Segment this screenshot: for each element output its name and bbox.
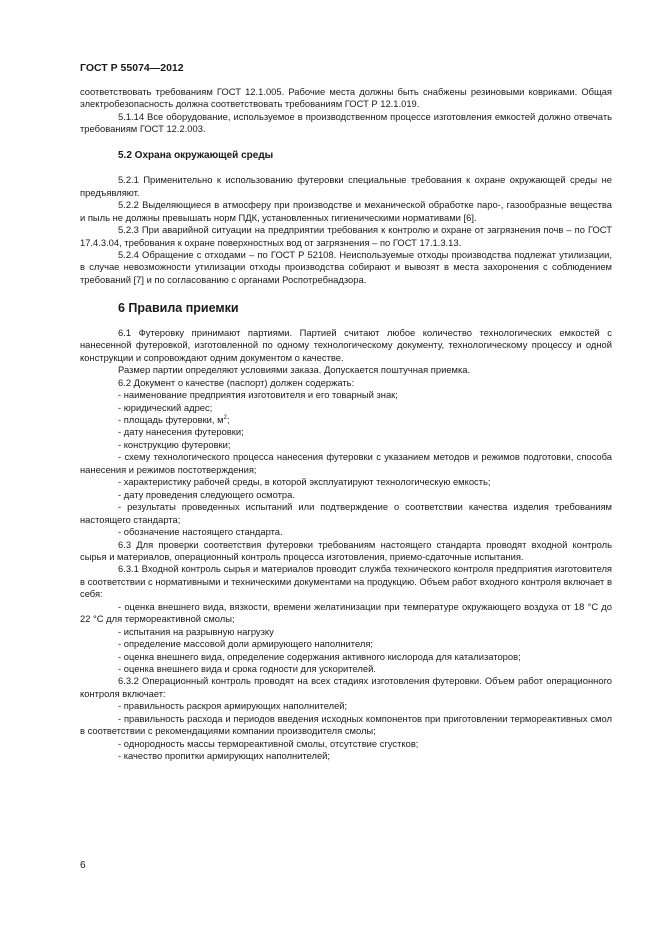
paragraph: 5.2.2 Выделяющиеся в атмосферу при производстве и механической обработке паро-, газообразные вещества и пыль не должны превышать норм ПДК, установленных гигиеническими нормативами [6]. — [80, 199, 612, 223]
list-item: - схему технологического процесса нанесения футеровки с указанием методов и режимов подготовки, способа нанесения и режимов постотверждения; — [80, 451, 612, 475]
list-item: - наименование предприятия изготовителя и его товарный знак; — [118, 389, 398, 401]
paragraph: 6.3.1 Входной контроль сырья и материалов проводит служба технического контроля предприятия изготовителя в соответствии с нормативными и техническими документами на продукцию. Объем работ входного контроля включает в себя: — [80, 563, 612, 600]
list-item: - обозначение настоящего стандарта. — [118, 526, 283, 538]
list-item: - правильность расхода и периодов введения исходных компонентов при приготовлении термореактивных смол в соответствии с рекомендациями компании производителя смолы; — [80, 712, 612, 737]
paragraph: 5.2.4 Обращение с отходами – по ГОСТ Р 52108. Неиспользуемые отходы производства подлежат утилизации, в случае невозможности утилизации отходы производства собирают и вывозят в места захоронения с соблюдением требований [7] и по согласованию с органами Роспотребнадзора. — [80, 248, 612, 285]
paragraph: Размер партии определяют условиями заказа. Допускается поштучная приемка. — [118, 364, 471, 376]
paragraph: 5.2.3 При аварийной ситуации на предприятии требования к контролю и охране от загрязнения почв – по ГОСТ 17.4.3.04, требования к охране поверхностных вод от загрязнения – по ГОСТ 17.1.3.13. — [80, 224, 612, 248]
list-item: - испытания на разрывную нагрузку — [118, 625, 274, 637]
section-heading: 5.2 Охрана окружающей среды — [118, 149, 274, 161]
list-item: - качество пропитки армирующих наполнителей; — [118, 750, 331, 762]
list-item: - оценка внешнего вида, определение содержания активного кислорода для катализаторов; — [118, 650, 521, 662]
list-item: - оценка внешнего вида и срока годности для ускорителей. — [118, 663, 376, 675]
paragraph: 6.3.2 Операционный контроль проводят на всех стадиях изготовления футеровки. Объем работ операционного контроля включает: — [80, 675, 612, 699]
list-item: - юридический адрес; — [118, 401, 213, 413]
list-item: - характеристику рабочей среды, в которой эксплуатируют технологическую емкость; — [118, 476, 491, 488]
document-code: ГОСТ Р 55074—2012 — [80, 62, 184, 74]
list-item — [80, 414, 612, 426]
list-item: - оценка внешнего вида, вязкости, времени желатинизации при температуре окружающего воздуха от 18 °С до 22 °С для термореактивной смолы; — [80, 600, 612, 625]
area-unit-exponent: 2 — [223, 414, 227, 421]
list-item: - правильность раскроя армирующих наполнителей; — [118, 700, 348, 712]
paragraph: 6.2 Документ о качестве (паспорт) должен содержать: — [118, 376, 355, 388]
area-tail: ; — [226, 413, 230, 425]
paragraph: 5.2.1 Применительно к использованию футеровки специальные требования к охране окружающей среды не предъявляют. — [80, 174, 612, 198]
area-text: - площадь футеровки, м — [118, 413, 224, 425]
chapter-heading: 6 Правила приемки — [118, 301, 239, 316]
list-item: - дату нанесения футеровки; — [118, 426, 244, 438]
paragraph: 6.1 Футеровку принимают партиями. Партией считают любое количество технологических емкостей с нанесенной футеровкой, изготовленной по одному технологическому документу, технологическому процессу и одной конструкции и сопровождают одним документом о качестве. — [80, 326, 612, 363]
document-body — [80, 86, 612, 763]
paragraph: соответствовать требованиям ГОСТ 12.1.005. Рабочие места должны быть снабжены резиновыми ковриками. Общая электробезопасность должна соответствовать требованиям ГОСТ Р 12.1.019. — [80, 86, 612, 110]
paragraph: 5.1.14 Все оборудование, используемое в производственном процессе изготовления емкостей должно отвечать требованиям ГОСТ 12.2.003. — [80, 110, 612, 135]
list-item: - конструкцию футеровки; — [118, 438, 231, 450]
paragraph: 6.3 Для проверки соответствия футеровки требованиям настоящего стандарта проводят входной контроль сырья и материалов, операционный контроль процесса изготовления, приемо-сдаточные испытания. — [80, 538, 612, 562]
page-number: 6 — [80, 860, 86, 871]
list-item: - однородность массы термореактивной смолы, отсутствие сгустков; — [118, 737, 419, 749]
list-item: - определение массовой доли армирующего наполнителя; — [118, 638, 373, 650]
list-item: - дату проведения следующего осмотра. — [118, 488, 295, 500]
list-item: - результаты проведенных испытаний или подтверждение о соответствии качества изделия требованиям настоящего стандарта; — [80, 501, 612, 525]
